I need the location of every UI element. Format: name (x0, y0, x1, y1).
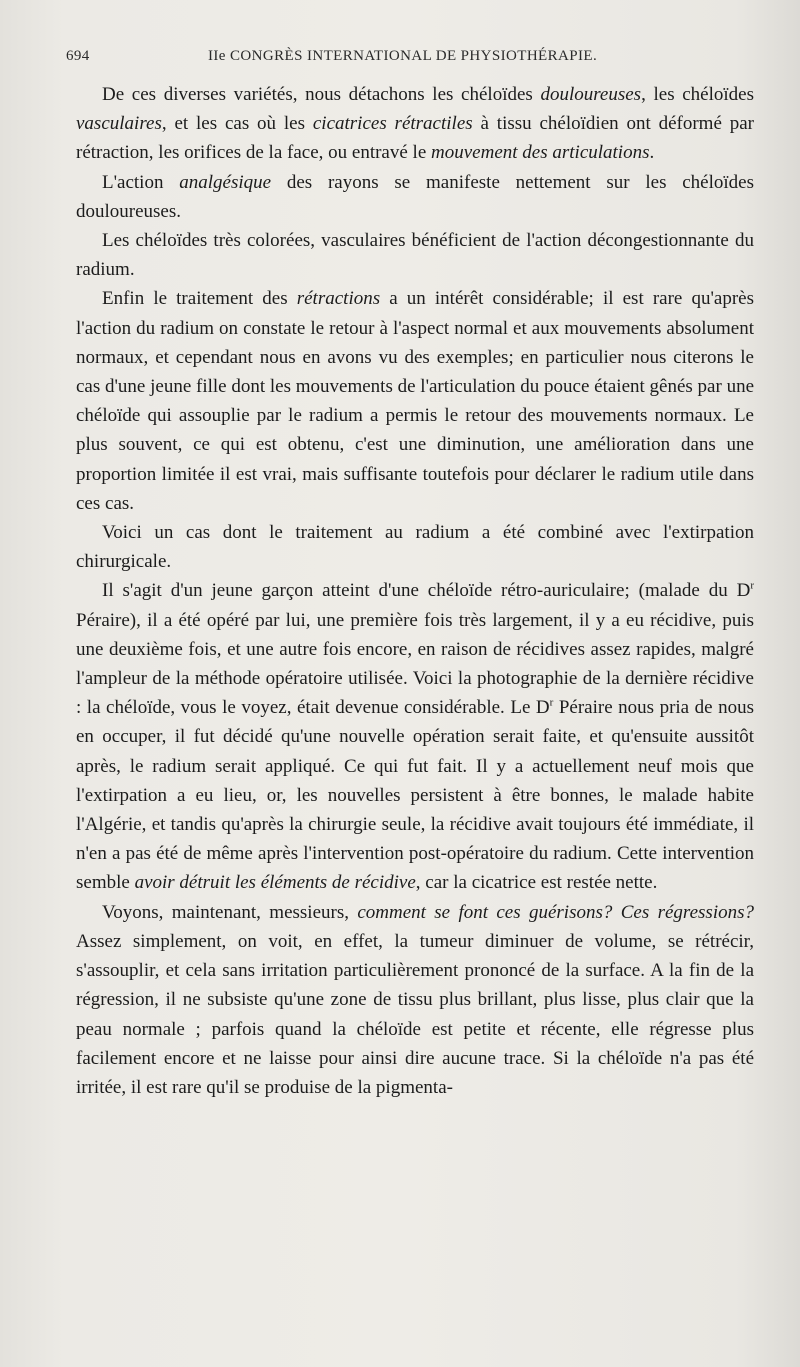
paragraph-5: Voici un cas dont le traitement au radium a été combiné avec l'extirpation chirurgicale. (76, 522, 754, 573)
running-title: IIe CONGRÈS INTERNATIONAL DE PHYSIOTHÉRAPIE. (208, 48, 598, 64)
paragraph-2: L'action analgésique des rayons se manifeste nettement sur les chéloïdes douloureuses. (76, 171, 755, 222)
superscript: r (750, 580, 754, 593)
emphasis: rétractions (296, 288, 381, 310)
superscript: r (549, 696, 554, 709)
paragraph-4: Enfin le traitement des rétractions a un intérêt considérable; il est rare qu'après l'action du radium on constate le retour à l'aspect normal et aux mouvements absolument normaux, et cependant nous en avons vu des exemples; en particulier nous citerons le cas d'une jeune fille dont les mouvements de l'articulation du pouce étaient gênés par une chéloïde qui assouplie par le radium a permis le retour des mouvements normaux. Le plus souvent, ce qui est obtenu, c'est une diminution, une amélioration dans une proportion limitée il est vrai, mais suffisante toutefois pour déclarer le radium utile dans ces cas. (76, 288, 754, 514)
paragraph-3: Les chéloïdes très colorées, vasculaires bénéficient de l'action décongestionnante du radium. (76, 230, 754, 281)
emphasis: cicatrices rétractiles (312, 113, 473, 135)
emphasis: vasculaires (76, 113, 162, 135)
paragraph-1: De ces diverses variétés, nous détachons les chéloïdes douloureuses, les chéloïdes vasculaires, et les cas où les cicatrices rétractiles à tissu chéloïdien ont déformé par rétraction, les orifices de la face, ou entravé le mouvement des articulations. (76, 84, 754, 164)
paragraph-6: Il s'agit d'un jeune garçon atteint d'une chéloïde rétro-auriculaire; (malade du $D^r$ Péraire), il a été opéré par lui, une première fois très largement, il y a eu récidive, puis une deuxième fois, et une autre fois encore, en raison de récidives assez rapides, malgré l'ampleur de la méthode opératoire utilisée. Voici la photographie de la dernière récidive : la chéloïde, vous le voyez, était devenue considérable. Le $D^r$ Péraire nous pria de nous en occuper, il fut décidé qu'une nouvelle opération serait faite, et qu'ensuite aussitôt après, le radium serait appliqué. Ce qui fut fait. Il y a actuellement neuf mois que l'extirpation a eu lieu, or, les nouvelles persistent à être bonnes, le malade habite l'Algérie, et tandis qu'après la chirurgie seule, la récidive avait toujours été immédiate, il n'en a pas été de même après l'intervention post-opératoire du radium. Cette intervention semble avoir détruit les éléments de récidive, car la cicatrice est restée nette. (76, 580, 754, 894)
body-text (76, 80, 754, 1102)
emphasis: analgésique (179, 171, 272, 193)
paragraph-7: Voyons, maintenant, messieurs, comment se font ces guérisons? Ces régressions? Assez simplement, on voit, en effet, la tumeur diminuer de volume, se rétrécir, s'assouplir, et cela sans irritation particulièrement prononcé de la surface. A la fin de la régression, il ne subsiste qu'une zone de tissu plus brillant, plus lisse, plus clair que la peau normale ; parfois quand la chéloïde est petite et récente, elle régresse plus facilement encore et ne laisse pour ainsi dire aucune trace. Si la chéloïde n'a pas été irritée, il est rare qu'il se produise de la pigmenta- (76, 901, 754, 1098)
emphasis: mouvement des articulations (431, 142, 650, 164)
page-number: 694 (66, 48, 90, 64)
emphasis: avoir détruit les éléments de récidive (134, 872, 416, 894)
emphasis: douloureuses (540, 84, 642, 105)
emphasis: comment se font ces guérisons? Ces régressions? (357, 901, 754, 923)
